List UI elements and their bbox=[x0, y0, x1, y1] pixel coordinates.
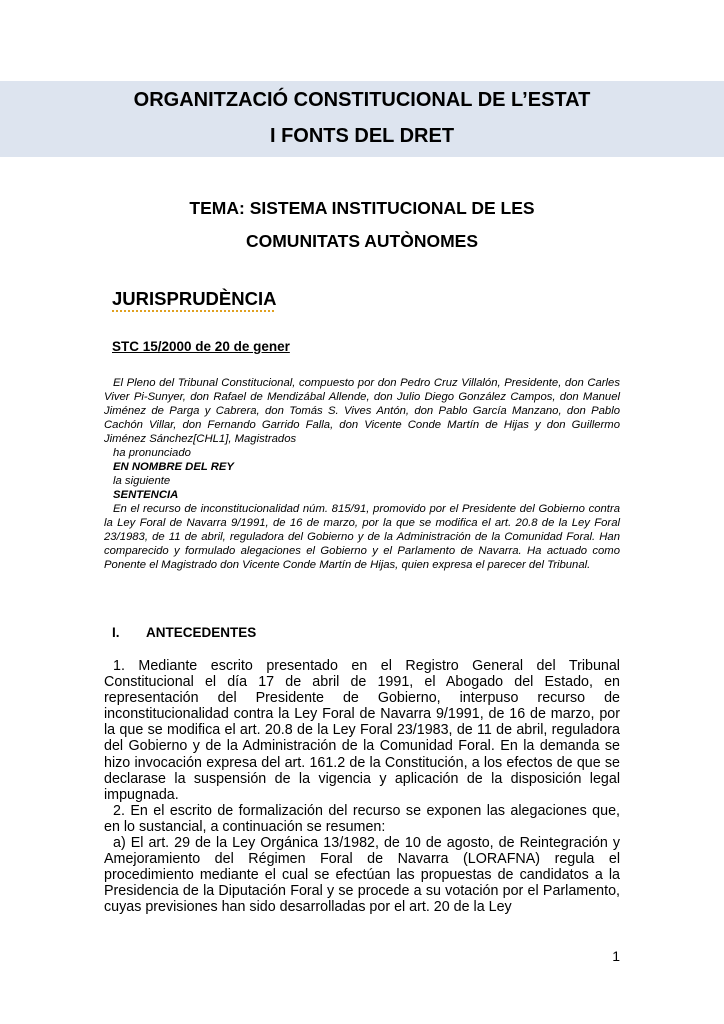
ha-pronunciado: ha pronunciado bbox=[113, 447, 191, 459]
document-title-line-1: ORGANITZACIÓ CONSTITUCIONAL DE L’ESTAT bbox=[133, 89, 591, 111]
antecedentes-title: ANTECEDENTES bbox=[146, 625, 257, 640]
paragraph: 1. Mediante escrito presentado en el Registro General del Tribunal Constitucional el día 17 de abril de 1991, el Abogado del Estado, en representación del Presidente de Gobierno, interpuso recurso de inconstitucionalidad contra la Ley Foral de Navarra 9/1991, de 16 de marzo, por la que se modifica el art. 20.8 de la Ley Foral 23/1983, de 11 de abril, reguladora del Gobierno y de la Administración de la Comunidad Foral. En la demanda se hizo invocación expresa del art. 161.2 de la Constitución, a los efectos de que se declarase la suspensión de la vigencia y aplicación de la disposición legal impugnada. bbox=[104, 658, 620, 803]
antecedentes-body bbox=[104, 658, 620, 916]
sentencia-label: SENTENCIA bbox=[113, 489, 179, 501]
topic-title-line-2: COMUNITATS AUTÒNOMES bbox=[245, 231, 479, 251]
case-title: STC 15/2000 de 20 de gener bbox=[112, 339, 290, 354]
antecedentes-heading bbox=[112, 624, 256, 642]
court-composition: El Pleno del Tribunal Constitucional, compuesto por don Pedro Cruz Villalón, Presidente, don Carles Viver Pi-Sunyer, don Rafael de Mendizábal Allende, don Julio Diego González Campos, don Manuel Jiménez de Parga y Cabrera, don Tomás S. Vives Antón, don Pablo García Manzano, don Pablo Cachón Villar, don Fernando Garrido Falla, don Vicente Conde Martín de Hijas y don Guillermo Jiménez Sánchez[CHL1], Magistrados bbox=[104, 377, 620, 445]
paragraph: 2. En el escrito de formalización del recurso se exponen las alegaciones que, en lo sustancial, a continuación se resumen: bbox=[104, 802, 620, 835]
recurso-summary: En el recurso de inconstitucionalidad núm. 815/91, promovido por el Presidente del Gobierno contra la Ley Foral de Navarra 9/1991, de 16 de marzo, por la que se modifica el art. 20.8 de la Ley Foral 23/1983, de 11 de abril, reguladora del Gobierno y de la Administración de la Comunidad Foral. Han comparecido y formulado alegaciones el Gobierno y el Parlamento de Navarra. Ha actuado como Ponente el Magistrado don Vicente Conde Martín de Hijas, quien expresa el parecer del Tribunal. bbox=[104, 503, 620, 571]
ruling-intro bbox=[104, 376, 620, 572]
antecedentes-number: I. bbox=[112, 625, 120, 640]
document-title-line-2: I FONTS DEL DRET bbox=[269, 125, 455, 147]
la-siguiente: la siguiente bbox=[113, 475, 171, 487]
topic-title-line-1: TEMA: SISTEMA INSTITUCIONAL DE LES bbox=[189, 198, 535, 218]
section-heading: JURISPRUDÈNCIA bbox=[112, 288, 277, 309]
en-nombre-del-rey: EN NOMBRE DEL REY bbox=[113, 461, 234, 473]
paragraph: a) El art. 29 de la Ley Orgánica 13/1982, de 10 de agosto, de Reintegración y Amejoramiento del Régimen Foral de Navarra (LORAFNA) regula el procedimiento mediante el cual se efectúan las propuestas de candidatos a la Presidencia de la Diputación Foral y se procede a su votación por el Parlamento, cuyas previsiones han sido desarrolladas por el art. 20 de la Ley bbox=[104, 835, 620, 916]
page-number: 1 bbox=[612, 948, 620, 964]
